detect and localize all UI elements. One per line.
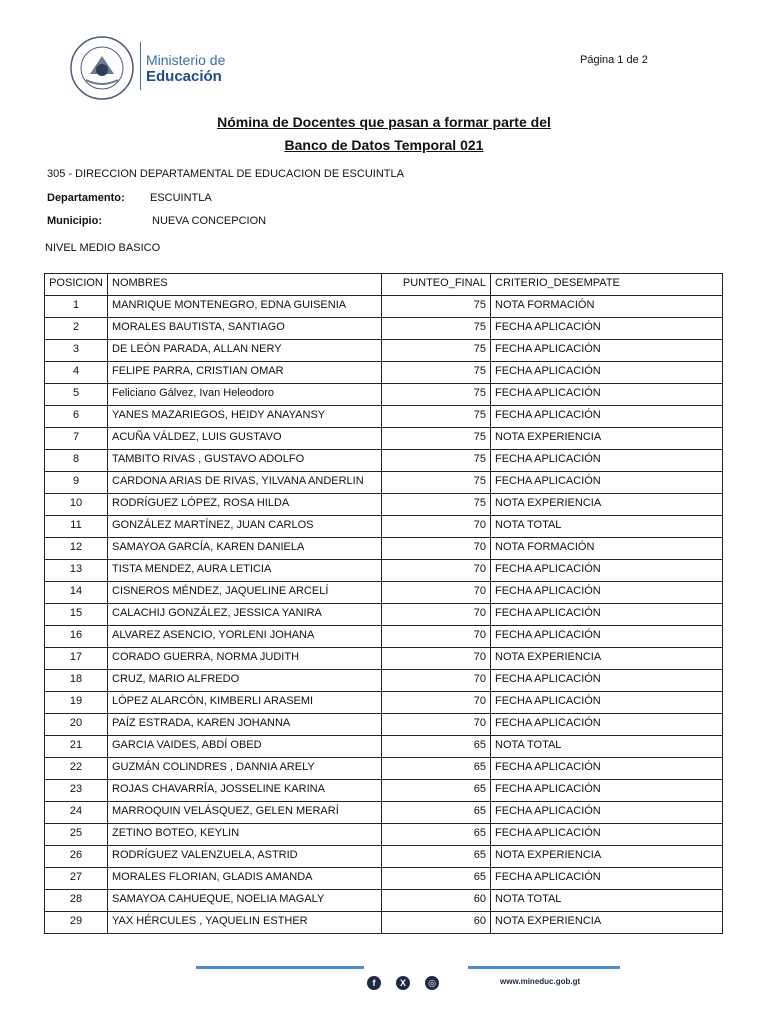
coat-of-arms-seal <box>68 34 136 102</box>
criterio-cell: NOTA EXPERIENCIA <box>491 912 723 934</box>
criterio-cell: NOTA EXPERIENCIA <box>491 648 723 670</box>
punteo-cell: 70 <box>382 648 491 670</box>
table-row <box>45 318 723 340</box>
punteo-cell: 65 <box>382 846 491 868</box>
punteo-cell: 70 <box>382 626 491 648</box>
nombre-cell: TAMBITO RIVAS , GUSTAVO ADOLFO <box>108 450 382 472</box>
punteo-cell: 70 <box>382 714 491 736</box>
criterio-cell: FECHA APLICACIÓN <box>491 714 723 736</box>
table-row <box>45 824 723 846</box>
posicion-cell: 10 <box>45 494 108 516</box>
nombre-cell: SAMAYOA GARCÍA, KAREN DANIELA <box>108 538 382 560</box>
nivel-line: NIVEL MEDIO BASICO <box>45 242 161 254</box>
criterio-cell: FECHA APLICACIÓN <box>491 450 723 472</box>
posicion-cell: 7 <box>45 428 108 450</box>
posicion-cell: 25 <box>45 824 108 846</box>
nombre-cell: ROJAS CHAVARRÍA, JOSSELINE KARINA <box>108 780 382 802</box>
punteo-cell: 65 <box>382 824 491 846</box>
table-body <box>45 296 723 934</box>
header-punteo-final: PUNTEO_FINAL <box>382 274 491 296</box>
punteo-cell: 75 <box>382 384 491 406</box>
punteo-cell: 65 <box>382 736 491 758</box>
posicion-cell: 2 <box>45 318 108 340</box>
website-url[interactable]: www.mineduc.gob.gt <box>500 977 581 986</box>
criterio-cell: NOTA EXPERIENCIA <box>491 494 723 516</box>
nombre-cell: ZETINO BOTEO, KEYLIN <box>108 824 382 846</box>
departamento-value: ESCUINTLA <box>150 192 212 204</box>
nombre-cell: MORALES BAUTISTA, SANTIAGO <box>108 318 382 340</box>
table-row <box>45 340 723 362</box>
punteo-cell: 75 <box>382 318 491 340</box>
docentes-table <box>44 273 723 934</box>
punteo-cell: 70 <box>382 538 491 560</box>
posicion-cell: 1 <box>45 296 108 318</box>
posicion-cell: 11 <box>45 516 108 538</box>
posicion-cell: 9 <box>45 472 108 494</box>
table-row <box>45 692 723 714</box>
criterio-cell: NOTA EXPERIENCIA <box>491 428 723 450</box>
table-row <box>45 384 723 406</box>
nombre-cell: RODRÍGUEZ VALENZUELA, ASTRID <box>108 846 382 868</box>
ministry-name-line2: Educación <box>146 68 222 85</box>
nombre-cell: DE LEÓN PARADA, ALLAN NERY <box>108 340 382 362</box>
criterio-cell: NOTA TOTAL <box>491 890 723 912</box>
posicion-cell: 29 <box>45 912 108 934</box>
nombre-cell: YAX HÉRCULES , YAQUELIN ESTHER <box>108 912 382 934</box>
table-row <box>45 560 723 582</box>
nombre-cell: MORALES FLORIAN, GLADIS AMANDA <box>108 868 382 890</box>
header-nombres: NOMBRES <box>108 274 382 296</box>
x-twitter-icon[interactable]: X <box>396 976 410 990</box>
table-row <box>45 494 723 516</box>
table-row <box>45 406 723 428</box>
logo-divider <box>140 42 141 90</box>
nombre-cell: GUZMÁN COLINDRES , DANNIA ARELY <box>108 758 382 780</box>
punteo-cell: 75 <box>382 450 491 472</box>
criterio-cell: FECHA APLICACIÓN <box>491 824 723 846</box>
criterio-cell: FECHA APLICACIÓN <box>491 692 723 714</box>
table-row <box>45 758 723 780</box>
punteo-cell: 75 <box>382 428 491 450</box>
criterio-cell: NOTA FORMACIÓN <box>491 296 723 318</box>
nombre-cell: CORADO GUERRA, NORMA JUDITH <box>108 648 382 670</box>
nombre-cell: Feliciano Gálvez, Ivan Heleodoro <box>108 384 382 406</box>
punteo-cell: 70 <box>382 692 491 714</box>
table-row <box>45 450 723 472</box>
instagram-icon[interactable]: ◎ <box>425 976 439 990</box>
nombre-cell: CALACHIJ GONZÁLEZ, JESSICA YANIRA <box>108 604 382 626</box>
table-row <box>45 472 723 494</box>
table-row <box>45 296 723 318</box>
criterio-cell: FECHA APLICACIÓN <box>491 604 723 626</box>
posicion-cell: 20 <box>45 714 108 736</box>
criterio-cell: FECHA APLICACIÓN <box>491 384 723 406</box>
punteo-cell: 65 <box>382 868 491 890</box>
table-row <box>45 648 723 670</box>
criterio-cell: FECHA APLICACIÓN <box>491 758 723 780</box>
criterio-cell: FECHA APLICACIÓN <box>491 472 723 494</box>
nombre-cell: RODRÍGUEZ LÓPEZ, ROSA HILDA <box>108 494 382 516</box>
criterio-cell: FECHA APLICACIÓN <box>491 406 723 428</box>
criterio-cell: FECHA APLICACIÓN <box>491 670 723 692</box>
departamento-label: Departamento: <box>47 192 125 204</box>
posicion-cell: 19 <box>45 692 108 714</box>
nombre-cell: CARDONA ARIAS DE RIVAS, YILVANA ANDERLIN <box>108 472 382 494</box>
nombre-cell: LÓPEZ ALARCÓN, KIMBERLI ARASEMI <box>108 692 382 714</box>
table-row <box>45 802 723 824</box>
punteo-cell: 70 <box>382 604 491 626</box>
table-row <box>45 538 723 560</box>
table-row <box>45 868 723 890</box>
posicion-cell: 16 <box>45 626 108 648</box>
punteo-cell: 60 <box>382 890 491 912</box>
punteo-cell: 75 <box>382 472 491 494</box>
posicion-cell: 3 <box>45 340 108 362</box>
direccion-line: 305 - DIRECCION DEPARTAMENTAL DE EDUCACION DE ESCUINTLA <box>47 168 404 180</box>
criterio-cell: NOTA FORMACIÓN <box>491 538 723 560</box>
nombre-cell: MARROQUIN VELÁSQUEZ, GELEN MERARÍ <box>108 802 382 824</box>
table-row <box>45 890 723 912</box>
criterio-cell: NOTA EXPERIENCIA <box>491 846 723 868</box>
posicion-cell: 22 <box>45 758 108 780</box>
nombre-cell: ACUÑA VÁLDEZ, LUIS GUSTAVO <box>108 428 382 450</box>
nombre-cell: FELIPE PARRA, CRISTIAN OMAR <box>108 362 382 384</box>
posicion-cell: 21 <box>45 736 108 758</box>
posicion-cell: 12 <box>45 538 108 560</box>
criterio-cell: FECHA APLICACIÓN <box>491 560 723 582</box>
punteo-cell: 65 <box>382 780 491 802</box>
table-header-row <box>45 274 723 296</box>
posicion-cell: 14 <box>45 582 108 604</box>
posicion-cell: 27 <box>45 868 108 890</box>
header-criterio-desempate: CRITERIO_DESEMPATE <box>491 274 723 296</box>
nombre-cell: ALVAREZ ASENCIO, YORLENI JOHANA <box>108 626 382 648</box>
footer-bar <box>196 966 620 969</box>
posicion-cell: 17 <box>45 648 108 670</box>
table-row <box>45 516 723 538</box>
posicion-cell: 24 <box>45 802 108 824</box>
punteo-cell: 70 <box>382 582 491 604</box>
criterio-cell: FECHA APLICACIÓN <box>491 780 723 802</box>
punteo-cell: 65 <box>382 758 491 780</box>
table-row <box>45 912 723 934</box>
ministry-logo <box>68 34 228 106</box>
criterio-cell: NOTA TOTAL <box>491 736 723 758</box>
punteo-cell: 70 <box>382 560 491 582</box>
criterio-cell: FECHA APLICACIÓN <box>491 802 723 824</box>
page-number: Página 1 de 2 <box>580 54 648 66</box>
nombre-cell: PAÍZ ESTRADA, KAREN JOHANNA <box>108 714 382 736</box>
table-row <box>45 714 723 736</box>
facebook-icon[interactable]: f <box>367 976 381 990</box>
punteo-cell: 75 <box>382 340 491 362</box>
table-row <box>45 846 723 868</box>
table-row <box>45 736 723 758</box>
nombre-cell: GONZÁLEZ MARTÍNEZ, JUAN CARLOS <box>108 516 382 538</box>
table-row <box>45 428 723 450</box>
nombre-cell: SAMAYOA CAHUEQUE, NOELIA MAGALY <box>108 890 382 912</box>
posicion-cell: 8 <box>45 450 108 472</box>
nombre-cell: YANES MAZARIEGOS, HEIDY ANAYANSY <box>108 406 382 428</box>
punteo-cell: 70 <box>382 516 491 538</box>
nombre-cell: GARCIA VAIDES, ABDÍ OBED <box>108 736 382 758</box>
punteo-cell: 75 <box>382 494 491 516</box>
posicion-cell: 13 <box>45 560 108 582</box>
punteo-cell: 75 <box>382 406 491 428</box>
posicion-cell: 15 <box>45 604 108 626</box>
punteo-cell: 75 <box>382 362 491 384</box>
criterio-cell: FECHA APLICACIÓN <box>491 362 723 384</box>
nombre-cell: MANRIQUE MONTENEGRO, EDNA GUISENIA <box>108 296 382 318</box>
criterio-cell: FECHA APLICACIÓN <box>491 318 723 340</box>
punteo-cell: 60 <box>382 912 491 934</box>
table-row <box>45 362 723 384</box>
document-title-line1: Nómina de Docentes que pasan a formar parte del <box>217 114 551 130</box>
criterio-cell: NOTA TOTAL <box>491 516 723 538</box>
table-row <box>45 780 723 802</box>
document-title-line2: Banco de Datos Temporal 021 <box>284 137 484 153</box>
nombre-cell: CISNEROS MÉNDEZ, JAQUELINE ARCELÍ <box>108 582 382 604</box>
posicion-cell: 23 <box>45 780 108 802</box>
nombre-cell: TISTA MENDEZ, AURA LETICIA <box>108 560 382 582</box>
municipio-value: NUEVA CONCEPCION <box>152 215 267 227</box>
criterio-cell: FECHA APLICACIÓN <box>491 340 723 362</box>
table-row <box>45 626 723 648</box>
ministry-name-line1: Ministerio de <box>146 52 226 68</box>
punteo-cell: 75 <box>382 296 491 318</box>
punteo-cell: 70 <box>382 670 491 692</box>
table-row <box>45 582 723 604</box>
posicion-cell: 18 <box>45 670 108 692</box>
criterio-cell: FECHA APLICACIÓN <box>491 582 723 604</box>
posicion-cell: 4 <box>45 362 108 384</box>
posicion-cell: 6 <box>45 406 108 428</box>
header-posicion: POSICION <box>45 274 108 296</box>
table-row <box>45 670 723 692</box>
posicion-cell: 26 <box>45 846 108 868</box>
criterio-cell: FECHA APLICACIÓN <box>491 626 723 648</box>
posicion-cell: 5 <box>45 384 108 406</box>
criterio-cell: FECHA APLICACIÓN <box>491 868 723 890</box>
punteo-cell: 65 <box>382 802 491 824</box>
posicion-cell: 28 <box>45 890 108 912</box>
nombre-cell: CRUZ, MARIO ALFREDO <box>108 670 382 692</box>
table-row <box>45 604 723 626</box>
municipio-label: Municipio: <box>47 215 102 227</box>
